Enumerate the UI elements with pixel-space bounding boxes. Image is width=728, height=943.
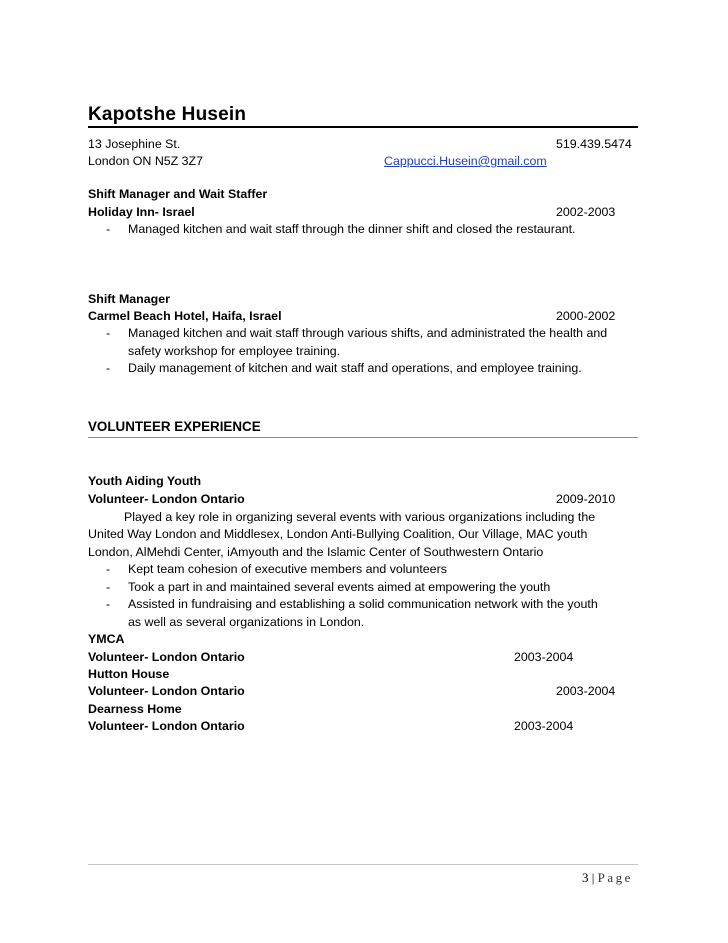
page-label: Page — [597, 870, 633, 885]
volunteer-role: Volunteer- London Ontario — [88, 684, 245, 698]
job-employer: Holiday Inn- Israel — [88, 205, 195, 219]
volunteer-role: Volunteer- London Ontario — [88, 650, 245, 664]
address-line-1: 13 Josephine St. — [88, 137, 181, 151]
job-dates: 2000-2002 — [556, 309, 616, 323]
bullet-dash: - — [106, 580, 111, 594]
bullet-dash: - — [106, 597, 111, 611]
header-rule — [88, 126, 638, 128]
volunteer-bullet-continued: as well as several organizations in London. — [128, 615, 365, 629]
volunteer-dates: 2003-2004 — [514, 719, 574, 733]
volunteer-description: Played a key role in organizing several events with various organizations including the — [124, 510, 596, 524]
volunteer-role: Volunteer- London Ontario — [88, 719, 245, 733]
job-employer: Carmel Beach Hotel, Haifa, Israel — [88, 309, 282, 323]
volunteer-org: Hutton House — [88, 667, 170, 681]
job-bullet-continued: safety workshop for employee training. — [128, 344, 341, 358]
job-bullet: Daily management of kitchen and wait staff and operations, and employee training. — [128, 361, 582, 375]
page-separator: | — [591, 870, 595, 885]
page-number: 3 — [582, 870, 589, 885]
resume-name: Kapotshe Husein — [88, 104, 247, 125]
volunteer-org: Youth Aiding Youth — [88, 474, 202, 488]
bullet-dash: - — [106, 562, 111, 576]
volunteer-dates: 2003-2004 — [514, 650, 574, 664]
bullet-dash: - — [106, 361, 111, 375]
volunteer-description: United Way London and Middlesex, London Anti-Bullying Coalition, Our Village, MAC youth — [88, 527, 588, 541]
volunteer-org: Dearness Home — [88, 702, 182, 716]
page-footer — [582, 870, 633, 886]
volunteer-description: London, AlMehdi Center, iAmyouth and the Islamic Center of Southwestern Ontario — [88, 545, 544, 559]
address-line-2: London ON N5Z 3Z7 — [88, 154, 204, 168]
volunteer-bullet: Kept team cohesion of executive members and volunteers — [128, 562, 447, 576]
volunteer-dates: 2009-2010 — [556, 492, 616, 506]
volunteer-role: Volunteer- London Ontario — [88, 492, 245, 506]
email-link[interactable]: Cappucci.Husein@gmail.com — [384, 154, 547, 168]
job-title: Shift Manager — [88, 292, 170, 306]
job-bullet: Managed kitchen and wait staff through the dinner shift and closed the restaurant. — [128, 222, 576, 236]
bullet-dash: - — [106, 222, 111, 236]
footer-rule — [88, 864, 638, 865]
volunteer-org: YMCA — [88, 632, 125, 646]
bullet-dash: - — [106, 326, 111, 340]
job-title: Shift Manager and Wait Staffer — [88, 187, 268, 201]
section-rule — [88, 437, 638, 438]
section-heading-volunteer: VOLUNTEER EXPERIENCE — [88, 419, 261, 434]
job-bullet: Managed kitchen and wait staff through various shifts, and administrated the health and — [128, 326, 608, 340]
phone-number: 519.439.5474 — [556, 137, 632, 151]
volunteer-bullet: Took a part in and maintained several events aimed at empowering the youth — [128, 580, 551, 594]
job-dates: 2002-2003 — [556, 205, 616, 219]
volunteer-dates: 2003-2004 — [556, 684, 616, 698]
volunteer-bullet: Assisted in fundraising and establishing a solid communication network with the youth — [128, 597, 598, 611]
